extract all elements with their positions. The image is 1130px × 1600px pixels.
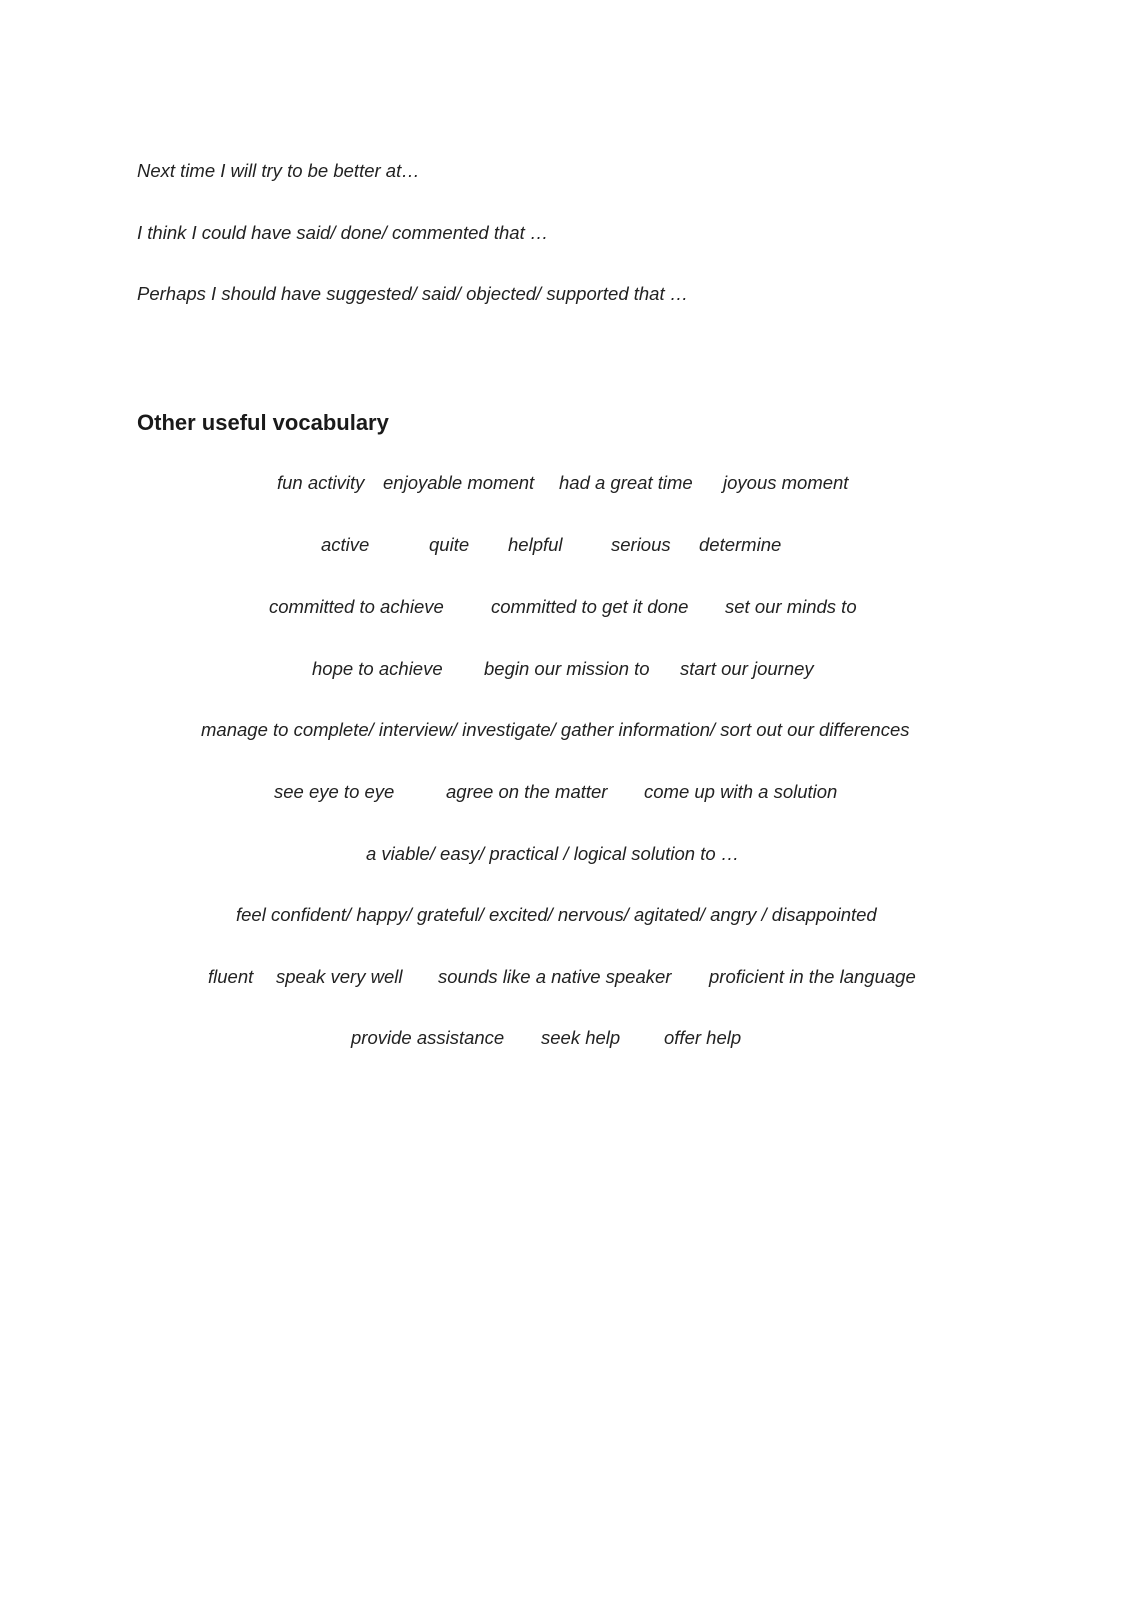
vocab-phrase: fluent — [208, 966, 254, 987]
vocab-phrase: seek help — [541, 1027, 621, 1048]
vocab-row — [0, 534, 1130, 558]
vocab-phrase: joyous moment — [723, 472, 849, 493]
vocab-phrase: fun activity — [277, 472, 365, 493]
vocab-phrase: come up with a solution — [644, 781, 838, 802]
vocab-phrase: start our journey — [680, 658, 814, 679]
vocab-phrase: helpful — [508, 534, 563, 555]
vocab-phrase: feel confident/ happy/ grateful/ excited/ nervous/ agitated/ angry / disappointed — [236, 904, 877, 925]
reflection-line: Next time I will try to be better at… — [137, 160, 420, 181]
vocab-phrase: manage to complete/ interview/ investigate/ gather information/ sort out our differences — [201, 719, 910, 740]
vocab-phrase: serious — [611, 534, 671, 555]
vocab-phrase: hope to achieve — [312, 658, 443, 679]
vocab-phrase: provide assistance — [351, 1027, 505, 1048]
vocab-row — [0, 966, 1130, 990]
vocab-phrase: set our minds to — [725, 596, 857, 617]
section-heading: Other useful vocabulary — [137, 410, 389, 435]
vocab-row — [0, 1027, 1130, 1051]
vocab-row — [0, 596, 1130, 620]
vocab-row — [0, 719, 1130, 743]
reflection-line: I think I could have said/ done/ commented that … — [137, 222, 549, 243]
vocab-phrase: determine — [699, 534, 782, 555]
vocab-row — [0, 781, 1130, 805]
vocab-phrase: quite — [429, 534, 470, 555]
vocab-phrase: committed to get it done — [491, 596, 689, 617]
reflection-line: Perhaps I should have suggested/ said/ objected/ supported that … — [137, 283, 689, 304]
vocab-phrase: see eye to eye — [274, 781, 395, 802]
vocab-phrase: a viable/ easy/ practical / logical solution to … — [366, 843, 740, 864]
vocab-phrase: proficient in the language — [709, 966, 916, 987]
vocab-row — [0, 843, 1130, 867]
vocab-phrase: speak very well — [276, 966, 403, 987]
vocab-phrase: enjoyable moment — [383, 472, 535, 493]
vocab-row — [0, 658, 1130, 682]
vocab-phrase: offer help — [664, 1027, 742, 1048]
vocab-row — [0, 904, 1130, 928]
vocab-phrase: had a great time — [559, 472, 693, 493]
vocab-phrase: begin our mission to — [484, 658, 650, 679]
vocab-row — [0, 472, 1130, 496]
vocab-phrase: agree on the matter — [446, 781, 608, 802]
vocab-phrase: committed to achieve — [269, 596, 444, 617]
vocab-phrase: sounds like a native speaker — [438, 966, 672, 987]
vocab-phrase: active — [321, 534, 370, 555]
